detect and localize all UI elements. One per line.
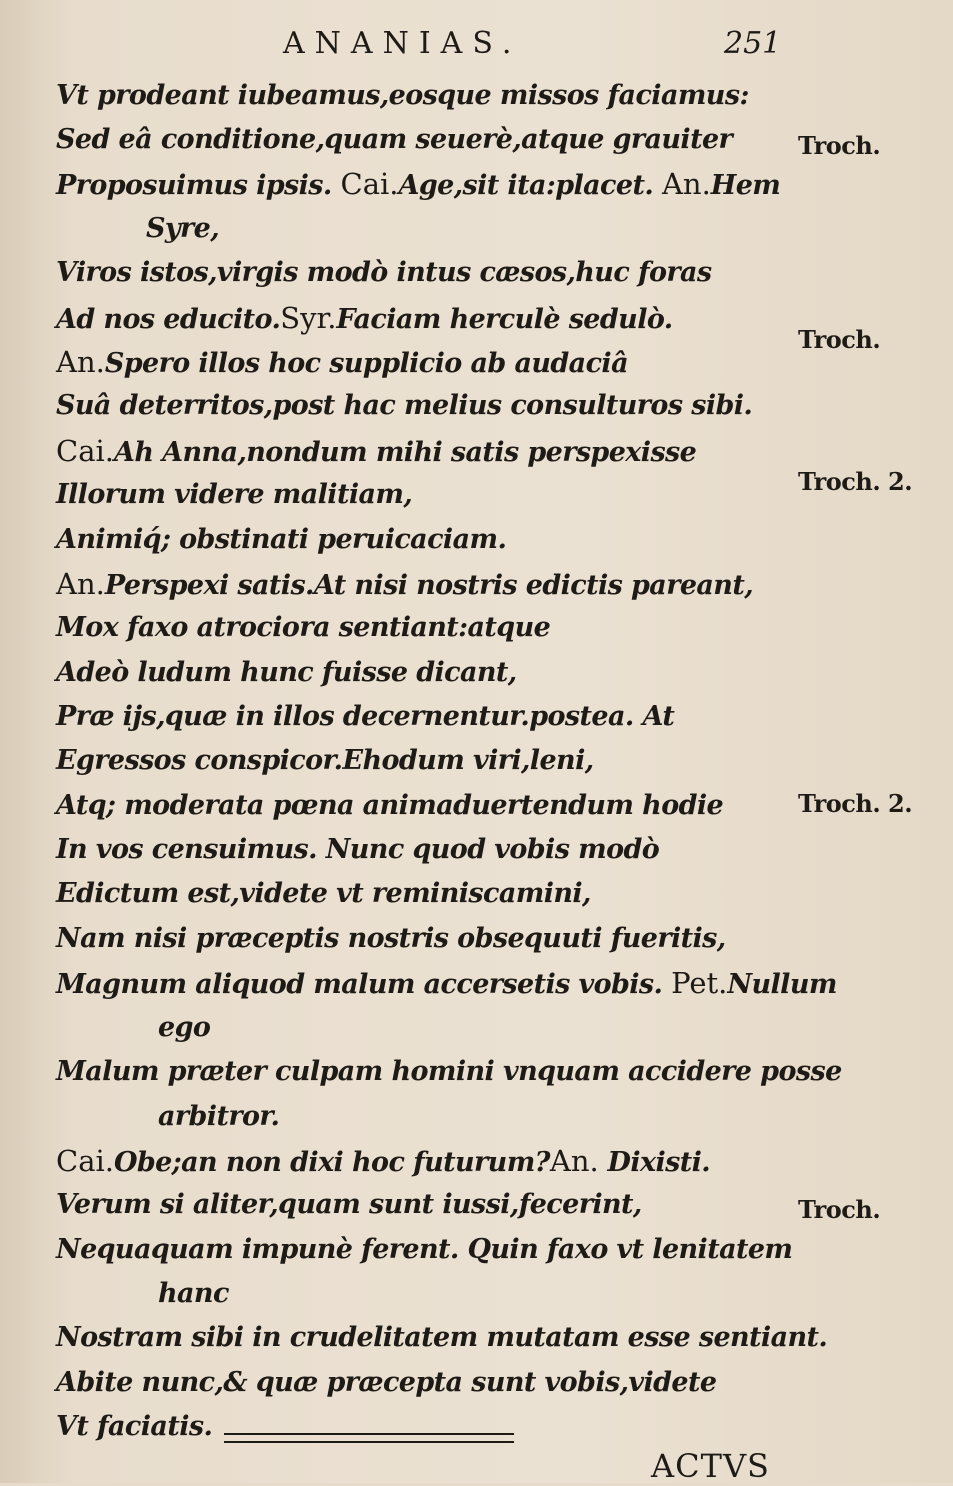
verse-line — [56, 340, 628, 384]
speaker-label: An. — [549, 1144, 599, 1178]
verse-line — [56, 74, 749, 118]
verse-segment: Magnum aliquod malum accersetis vobis. — [56, 969, 672, 1000]
verse-segment: Nam nisi præceptis nostris obsequuti fueritis, — [56, 923, 726, 954]
meter-note: Troch. — [798, 131, 881, 160]
meter-note: Troch. — [798, 325, 881, 354]
verse-segment: Vt faciatis. — [56, 1411, 213, 1442]
verse-segment: Egressos conspicor.Ehodum viri,leni, — [56, 745, 594, 776]
verse-line — [56, 739, 594, 783]
verse-line — [56, 296, 673, 340]
verse-line — [56, 651, 517, 695]
speaker-label: Syr. — [280, 301, 337, 335]
verse-line — [56, 473, 412, 517]
verse-segment: Proposuimus ipsis. — [56, 170, 341, 201]
verse-line — [56, 251, 712, 295]
verse-line — [56, 1361, 716, 1405]
verse-segment: Adeò ludum hunc fuisse dicant, — [56, 657, 517, 688]
verse-segment: Animiq́; obstinati peruicaciam. — [56, 524, 507, 555]
verse-line — [146, 207, 219, 251]
verse-segment: Hem — [710, 170, 781, 201]
verse-segment: Ad nos educito. — [56, 304, 281, 335]
verse-line — [158, 1095, 279, 1139]
verse-line — [158, 1272, 229, 1316]
verse-line — [56, 518, 506, 562]
verse-line — [56, 872, 591, 916]
speaker-label: Cai. — [340, 167, 399, 201]
verse-segment: Nullum — [727, 969, 837, 1000]
speaker-label: An. — [56, 567, 105, 601]
end-rule — [224, 1433, 514, 1443]
meter-note: Troch. 2. — [798, 467, 913, 496]
speaker-label: An. — [56, 345, 105, 379]
verse-segment: Faciam herculè sedulò. — [336, 304, 673, 335]
verse-line — [56, 606, 550, 650]
meter-note: Troch. 2. — [798, 789, 913, 818]
verse-segment: Abite nunc,& quæ præcepta sunt vobis,videte — [56, 1367, 717, 1398]
verse-line — [56, 828, 659, 872]
verse-segment: Præ ijs,quæ in illos decernentur.postea. At — [56, 701, 675, 732]
verse-segment: arbitror. — [158, 1101, 280, 1132]
verse-segment: ego — [158, 1012, 211, 1043]
verse-line — [56, 695, 674, 739]
verse-line — [56, 1139, 710, 1183]
verse-segment: Vt prodeant iubeamus,eosque missos faciamus: — [56, 80, 749, 111]
verse-segment: Suâ deterritos,post hac melius consulturos sibi. — [56, 390, 753, 421]
verse-line — [56, 429, 696, 473]
verse-line — [56, 562, 753, 606]
verse-line — [56, 784, 723, 828]
verse-segment: Atq; moderata pœna animaduertendum hodie — [56, 790, 724, 821]
verse-line — [56, 1228, 792, 1272]
verse-segment: Syre, — [146, 213, 219, 244]
verse-segment: Ah Anna,nondum mihi satis perspexisse — [113, 437, 697, 468]
speaker-label: Cai. — [56, 434, 114, 468]
meter-note: Troch. — [798, 1195, 881, 1224]
verse-line — [56, 118, 732, 162]
verse-segment: Perspexi satis.At nisi nostris edictis pareant, — [104, 570, 754, 601]
verse-line — [56, 1050, 842, 1094]
verse-segment: Nequaquam impunè ferent. Quin faxo vt lenitatem — [56, 1234, 793, 1265]
verse-line — [56, 384, 752, 428]
verse-segment: Spero illos hoc supplicio ab audaciâ — [104, 348, 628, 379]
verse-segment: Sed eâ conditione,quam seuerè,atque grauiter — [56, 124, 733, 155]
speaker-label: Pet. — [671, 966, 728, 1000]
verse-segment: Verum si aliter,quam sunt iussi,fecerint, — [56, 1189, 642, 1220]
verse-line — [56, 1316, 827, 1360]
verse-segment: Malum præter culpam homini vnquam accidere posse — [56, 1056, 842, 1087]
verse-segment: Illorum videre malitiam, — [56, 479, 413, 510]
verse-segment: In vos censuimus. Nunc quod vobis modò — [56, 834, 660, 865]
verse-segment: Mox faxo atrociora sentiant:atque — [56, 612, 551, 643]
verse-line — [56, 961, 837, 1005]
verse-line — [56, 1183, 642, 1227]
verse-segment: Nostram sibi in crudelitatem mutatam esse sentiant. — [56, 1322, 828, 1353]
verse-line — [56, 1405, 212, 1449]
verse-line — [56, 917, 726, 961]
verse-segment: Dixisti. — [598, 1147, 711, 1178]
verse-line — [158, 1006, 210, 1050]
verse-segment: Viros istos,virgis modò intus cæsos,huc foras — [56, 257, 712, 288]
catchword: ACTVS — [651, 1447, 770, 1485]
verse-line — [56, 162, 780, 206]
verse-segment: hanc — [158, 1278, 229, 1309]
page-number: 251 — [724, 26, 782, 61]
speaker-label: An. — [661, 167, 711, 201]
verse-segment: Obe;an non dixi hoc futurum? — [113, 1147, 550, 1178]
verse-segment: Edictum est,videte vt reminiscamini, — [56, 878, 591, 909]
speaker-label: Cai. — [56, 1144, 114, 1178]
running-title: ANANIAS. — [283, 26, 522, 61]
verse-segment: Age,sit ita:placet. — [398, 170, 662, 201]
